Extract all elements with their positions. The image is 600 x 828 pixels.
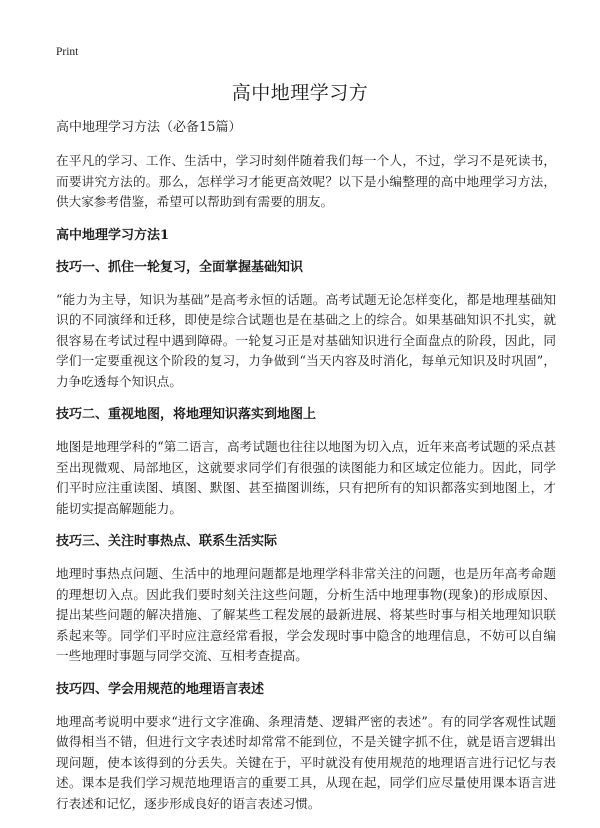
section-body-2: 地图是地理学科的“第二语言，高考试题也往往以地图为切入点，近年来高考试题的采点甚至出现微观、局部地区，这就要求同学们有很强的读图能力和区域定位能力。因此，同学们平时应注重读图、填图、默图、甚至描图训练，只有把所有的知识都落实到地图上，才能切实提高解题能力。 xyxy=(56,439,556,516)
section-body-1: “能力为主导，知识为基础”是高考永恒的话题。高考试题无论怎样变化，都是地理基础知识的不同演绎和迁移，即使是综合试题也是在基础之上的综合。如果基础知识不扎实，就很容易在考试过程中遇到障碍。一轮复习正是对基础知识进行全面盘点的阶段，因此，同学们一定要重视这个阶段的复习，力争做到“当天内容及时消化，每单元知识及时巩固”，力争吃透每个知识点。 xyxy=(56,291,556,389)
print-link[interactable]: Print xyxy=(56,46,79,58)
section-body-3: 地理时事热点问题、生活中的地理问题都是地理学科非常关注的问题，也是历年高考命题的理想切入点。因此我们要时刻关注这些问题，分析生活中地理事物(现象)的形成原因、提出某些问题的解决措施、了解某些工程发展的最新进展、将某些时事与相关地理知识联系起来等。同学们平时应注意经常看报，学会发现时事中隐含的地理信息，不妨可以自编一些地理时事题与同学交流、互相考查提高。 xyxy=(56,566,556,663)
article-subtitle: 高中地理学习方法（必备15篇） xyxy=(56,120,242,135)
section-heading-1: 技巧一、抓住一轮复习，全面掌握基础知识 xyxy=(56,259,304,275)
intro-paragraph: 在平凡的学习、工作、生活中，学习时刻伴随着我们每一个人，不过，学习不是死读书，而要讲究方法的。那么，怎样学习才能更高效呢？以下是小编整理的高中地理学习方法，供大家参考借鉴，希望可以帮助到有需要的朋友。 xyxy=(56,153,556,209)
section-body-4: 地理高考说明中要求“进行文字准确、条理清楚、逻辑严密的表述”。有的同学客观性试题做得相当不错，但进行文字表述时却常常不能到位，不是关键字抓不住，就是语言逻辑出现问题，使本该得到的分丢失。关键在于，平时就没有使用规范的地理语言进行记忆与表述。课本是我们学习规范地理语言的重要工具，从现在起，同学们应尽量使用课本语言进行表述和记忆，逐步形成良好的语言表述习惯。 xyxy=(56,713,556,811)
section-heading-3: 技巧三、关注时事热点、联系生活实际 xyxy=(56,534,278,549)
article-title: 高中地理学习方 xyxy=(231,82,369,104)
method-heading: 高中地理学习方法1 xyxy=(56,227,170,243)
article-content xyxy=(56,118,556,827)
section-heading-2: 技巧二、重视地图，将地理知识落实到地图上 xyxy=(56,407,317,422)
section-heading-4: 技巧四、学会用规范的地理语言表述 xyxy=(56,681,265,697)
